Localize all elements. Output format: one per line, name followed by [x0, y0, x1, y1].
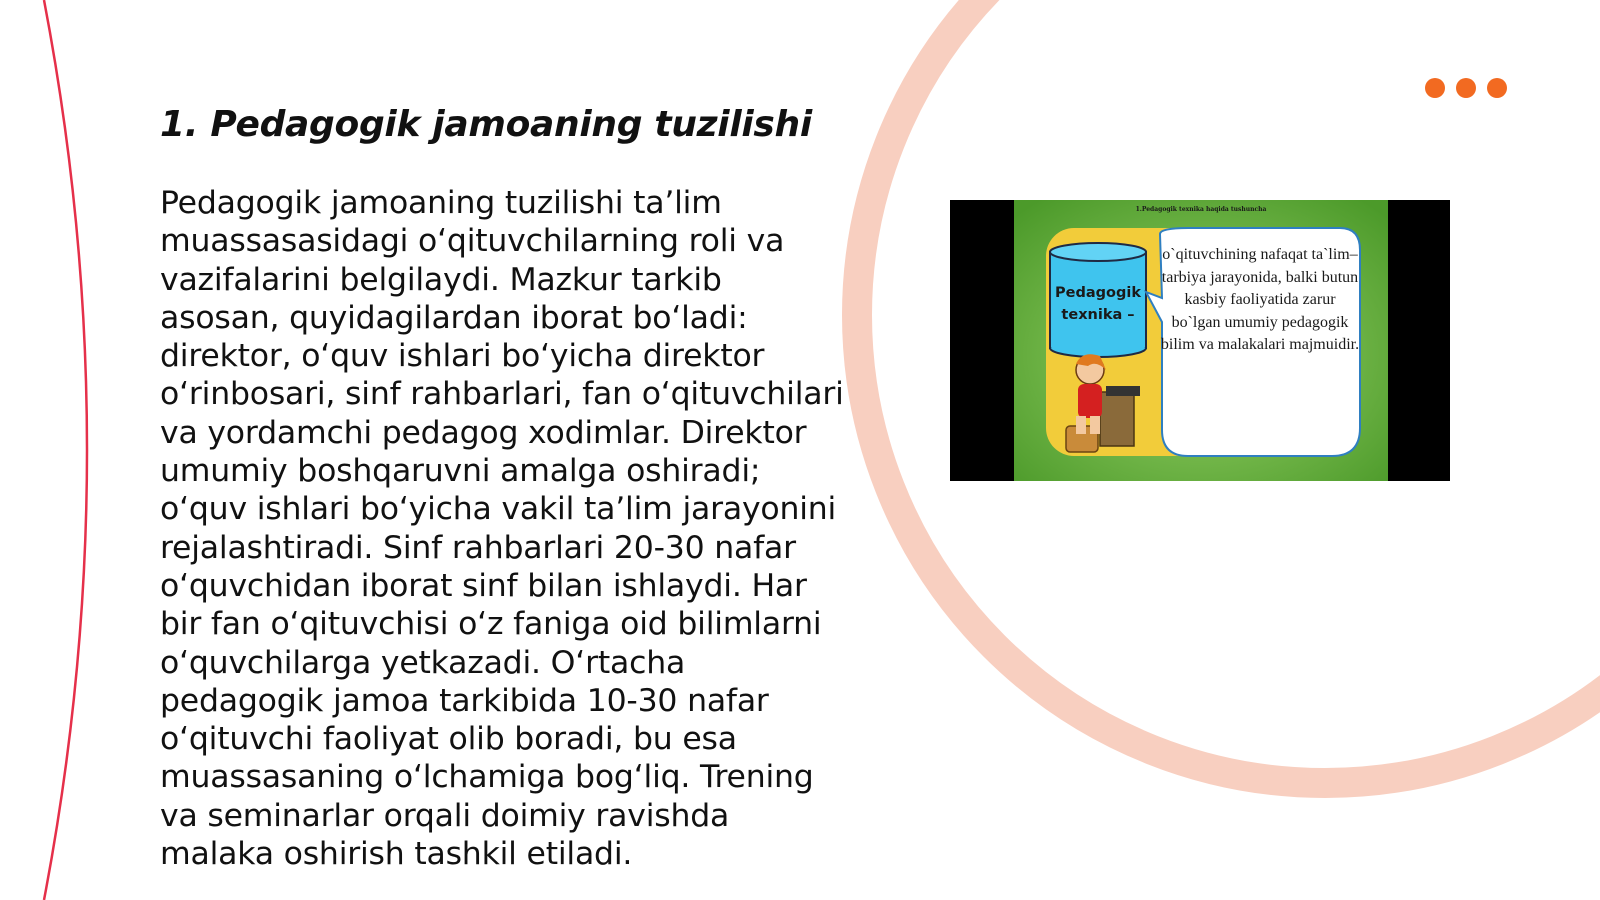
slide-body-text: Pedagogik jamoaning tuzilishi ta’lim muassasasidagi o‘qituvchilarning roli va vazifalarini belgilaydi. Mazkur tarkib asosan, quyidagilardan iborat bo‘ladi: direktor, o‘quv ishlari bo‘yicha direktor o‘rinbosari, sinf rahbarlari, fan o‘qituvchilari va yordamchi pedagog xodimlar. Direktor umumiy boshqaruvni amalga oshiradi; o‘quv ishlari bo‘yicha vakil ta’lim jarayonini rejalashtiradi. Sinf rahbarlari 20-30 nafar o‘quvchidan iborat sinf bilan ishlaydi. Har bir fan o‘qituvchisi o‘z faniga oid bilimlarni o‘quvchilarga yetkazadi. O‘rtacha pedagogik jamoa tarkibida 10-30 nafar o‘qituvchi faoliyat olib boradi, bu esa muassasaning o‘lchamiga bog‘liq. Trening va seminarlar orqali doimiy ravishda malaka oshirish tashkil etiladi.: [160, 185, 844, 873]
dot: [1487, 78, 1507, 98]
dot: [1425, 78, 1445, 98]
bubble-text: o`qituvchining nafaqat ta`lim–tarbiya jarayonida, balki butun kasbiy faoliyatida zarur bo`lgan umumiy pedagogik bilim va malakalari majmuidir.: [1160, 246, 1360, 353]
cylinder-label: Pedagogik texnika –: [1055, 285, 1141, 323]
menu-dots-icon: [1425, 78, 1507, 98]
pedagogik-texnika-image: [950, 200, 1450, 481]
slide-title: 1. Pedagogik jamoaning tuzilishi: [160, 104, 812, 145]
dot: [1456, 78, 1476, 98]
left-red-curve: [44, 0, 87, 900]
figure-heading: 1.Pedagogik texnika haqida tushuncha: [1135, 206, 1267, 213]
